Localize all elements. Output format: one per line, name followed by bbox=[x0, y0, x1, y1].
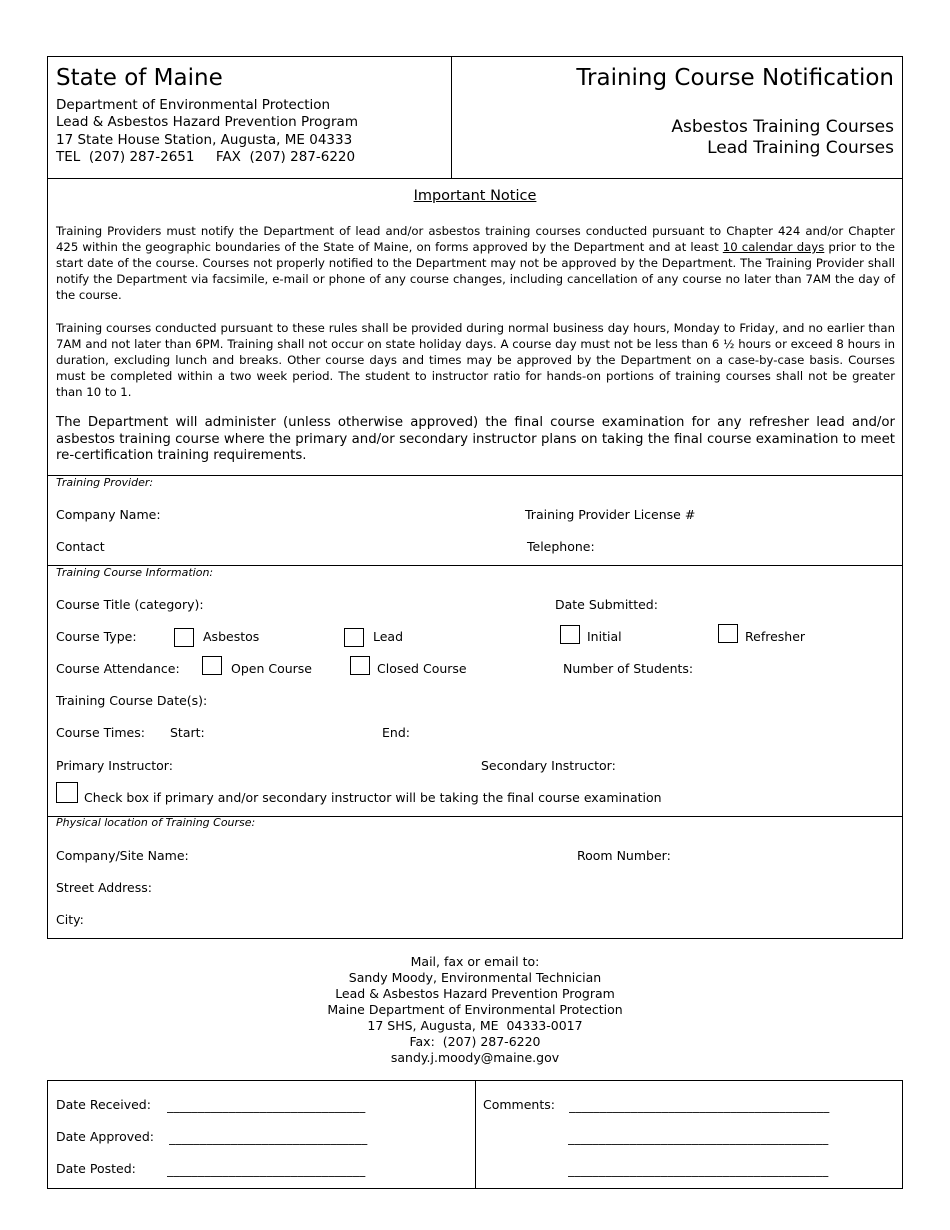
street-address-label: Street Address: bbox=[56, 880, 152, 895]
initial-label: Initial bbox=[587, 629, 622, 644]
comments-line-2[interactable]: __________________________________________ bbox=[568, 1131, 829, 1145]
notice-p1-text: Training Providers must notify the Department of lead and/or asbestos training courses conducted pursuant to Chapter 424 and/or Chapter 425 within the geographic boundaries of the State of Maine, on forms approved by the Department and at least bbox=[56, 224, 895, 254]
refresher-label: Refresher bbox=[745, 629, 806, 644]
notice-heading: Important Notice bbox=[413, 188, 537, 204]
notice-bottom-line bbox=[48, 475, 902, 476]
closed-course-label: Closed Course bbox=[377, 661, 467, 676]
mail-email[interactable]: sandy.j.moody@maine.gov bbox=[390, 1050, 560, 1065]
course-type-lead-heading: Lead Training Courses bbox=[707, 138, 894, 158]
initial-checkbox[interactable] bbox=[560, 625, 580, 644]
telephone-label: Telephone: bbox=[527, 539, 595, 554]
comments-line-3[interactable]: __________________________________________ bbox=[568, 1163, 829, 1177]
dept-address: 17 State House Station, Augusta, ME 04333 bbox=[56, 132, 353, 148]
exam-checkbox-label: Check box if primary and/or secondary instructor will be taking the final course examination bbox=[84, 790, 662, 805]
header-bottom-line bbox=[48, 178, 902, 179]
form-title: Training Course Notification bbox=[576, 65, 894, 91]
date-approved-line[interactable]: ________________________________ bbox=[169, 1131, 368, 1145]
notice-p1-text-end: prior to the start date of the course. Courses not properly notified to the Department may not be approved by the Department. The Training Provider shall notify the Department via facsimile, e-mail or phone of any course changes, including cancellation of any course no later than 7AM the day of the course. bbox=[56, 240, 895, 302]
comments-line-1[interactable]: __________________________________________ bbox=[569, 1099, 830, 1113]
state-title: State of Maine bbox=[56, 65, 223, 91]
open-course-checkbox[interactable] bbox=[202, 656, 222, 675]
mail-line-6: Fax: (207) 287-6220 bbox=[409, 1034, 541, 1049]
header-divider bbox=[451, 56, 452, 179]
notice-p1-underlined: 10 calendar days bbox=[722, 240, 825, 254]
city-label: City: bbox=[56, 912, 84, 927]
location-section-label: Physical location of Training Course: bbox=[56, 816, 256, 829]
notice-paragraph-2: Training courses conducted pursuant to these rules shall be provided during normal business day hours, Monday to Friday, and no earlier than 7AM and not later than 6PM. Training shall not occur on state holiday days. A course day must not be less than 6 ½ hours or exceed 8 hours in duration, excluding lunch and breaks. Other course days and times may be approved by the Department on a case-by-case basis. Courses must be completed within a two week period. The student to instructor ratio for hands-on portions of training courses shall not be greater than 10 to 1. bbox=[56, 321, 895, 399]
office-divider bbox=[475, 1080, 476, 1189]
comments-label: Comments: bbox=[483, 1097, 555, 1112]
refresher-checkbox[interactable] bbox=[718, 624, 738, 643]
asbestos-checkbox[interactable] bbox=[174, 628, 194, 647]
lead-label: Lead bbox=[373, 629, 404, 644]
open-course-label: Open Course bbox=[231, 661, 312, 676]
program-name: Lead & Asbestos Hazard Prevention Program bbox=[56, 114, 358, 130]
provider-section-label: Training Provider: bbox=[56, 476, 154, 489]
date-received-line[interactable]: ________________________________ bbox=[167, 1099, 366, 1113]
lead-checkbox[interactable] bbox=[344, 628, 364, 647]
date-posted-label: Date Posted: bbox=[56, 1161, 136, 1176]
mail-line-4: Maine Department of Environmental Protection bbox=[327, 1002, 623, 1017]
end-time-label: End: bbox=[382, 725, 410, 740]
course-times-label: Course Times: bbox=[56, 725, 145, 740]
dept-phone: TEL (207) 287-2651 FAX (207) 287-6220 bbox=[56, 149, 356, 165]
site-name-label: Company/Site Name: bbox=[56, 848, 189, 863]
closed-course-checkbox[interactable] bbox=[350, 656, 370, 675]
room-number-label: Room Number: bbox=[577, 848, 671, 863]
date-approved-label: Date Approved: bbox=[56, 1129, 155, 1144]
date-posted-line[interactable]: ________________________________ bbox=[167, 1163, 366, 1177]
mail-line-1: Mail, fax or email to: bbox=[410, 954, 540, 969]
attendance-label: Course Attendance: bbox=[56, 661, 180, 676]
course-type-label: Course Type: bbox=[56, 629, 137, 644]
course-section-label: Training Course Information: bbox=[56, 566, 214, 579]
primary-instructor-label: Primary Instructor: bbox=[56, 758, 173, 773]
company-name-label: Company Name: bbox=[56, 507, 161, 522]
course-title-label: Course Title (category): bbox=[56, 597, 204, 612]
course-type-asbestos-heading: Asbestos Training Courses bbox=[671, 117, 894, 137]
notice-paragraph-3: The Department will administer (unless otherwise approved) the final course examination for any refresher lead and/or asbestos training course where the primary and/or secondary instructor plans on taking the final course examination to meet re-certification training requirements. bbox=[56, 415, 895, 463]
num-students-label: Number of Students: bbox=[563, 661, 694, 676]
mail-line-5: 17 SHS, Augusta, ME 04333-0017 bbox=[367, 1018, 583, 1033]
notice-paragraph-1 bbox=[56, 223, 895, 303]
mail-line-2: Sandy Moody, Environmental Technician bbox=[348, 970, 602, 985]
dept-name: Department of Environmental Protection bbox=[56, 97, 331, 113]
date-received-label: Date Received: bbox=[56, 1097, 151, 1112]
mail-line-3: Lead & Asbestos Hazard Prevention Program bbox=[335, 986, 615, 1001]
start-time-label: Start: bbox=[170, 725, 205, 740]
course-dates-label: Training Course Date(s): bbox=[56, 693, 208, 708]
secondary-instructor-label: Secondary Instructor: bbox=[481, 758, 616, 773]
date-submitted-label: Date Submitted: bbox=[555, 597, 658, 612]
license-label: Training Provider License # bbox=[525, 507, 696, 522]
asbestos-label: Asbestos bbox=[203, 629, 260, 644]
contact-label: Contact bbox=[56, 539, 105, 554]
exam-checkbox[interactable] bbox=[56, 782, 78, 803]
